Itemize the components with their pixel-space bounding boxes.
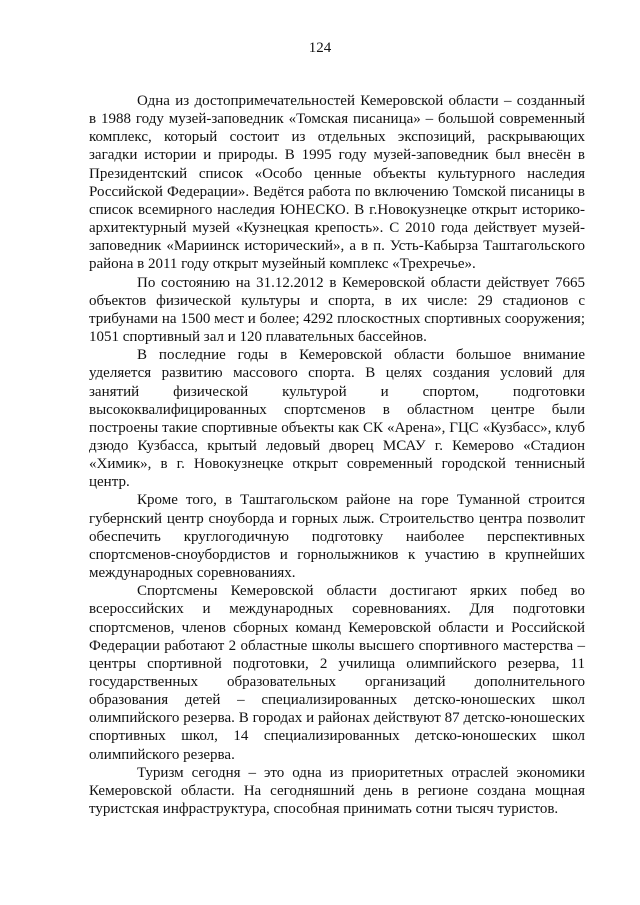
body-text xyxy=(89,92,585,818)
paragraph-tourism: Туризм сегодня – это одна из приоритетных отраслей экономики Кемеровской области. На сегодняшний день в регионе создана мощная туристская инфраструктура, способная принимать сотни тысяч туристов. xyxy=(89,764,585,818)
paragraph-snowboard-center: Кроме того, в Таштагольском районе на горе Туманной строится губернский центр сноуборда и горных лыж. Строительство центра позволит обеспечить круглогодичную подготовку наиболее перспективных спортсменов-сноубордистов и горнолыжников к участию в крупнейших международных соревнованиях. xyxy=(89,492,585,582)
paragraph-mass-sport: В последние годы в Кемеровской области большое внимание уделяется развитию массового спорта. В целях создания условий для занятий физической культурой и спортом, подготовки высококвалифицированных спортсменов в областном центре были построены такие спортивные объекты как СК «Арена», ГЦС «Кузбасс», клуб дзюдо Кузбасса, крытый ледовый дворец МСАУ г. Кемерово «Стадион «Химик», в г. Новокузнецке открыт современный городской теннисный центр. xyxy=(89,347,585,491)
paragraph-sport-facilities: По состоянию на 31.12.2012 в Кемеровской области действует 7665 объектов физической культуры и спорта, в их числе: 29 стадионов с трибунами на 1500 мест и более; 4292 плоскостных спортивных сооружения; 1051 спортивный зал и 120 плавательных бассейнов. xyxy=(89,274,585,346)
page-number: 124 xyxy=(308,40,332,56)
paragraph-museums: Одна из достопримечательностей Кемеровской области – созданный в 1988 году музей-заповедник «Томская писаница» – большой современный комплекс, который состоит из отдельных экспозиций, раскрывающих загадки истории и природы. В 1995 году музей-заповедник был внесён в Президентский список «Особо ценные объекты культурного наследия Российской Федерации». Ведётся работа по включению Томской писаницы в список всемирного наследия ЮНЕСКО. В г.Новокузнецке открыт историко-архитектурный музей «Кузнецкая крепость». С 2010 года действует музей-заповедник «Мариинск исторический», а в п. Усть-Кабырза Таштагольского района в 2011 году открыт музейный комплекс «Трехречье». xyxy=(89,93,585,273)
paragraph-athletes: Спортсмены Кемеровской области достигают ярких побед во всероссийских и международных соревнованиях. Для подготовки спортсменов, членов сборных команд Кемеровской области и Российской Федерации работают 2 областные школы высшего спортивного мастерства – центры спортивной подготовки, 2 училища олимпийского резерва, 11 государственных образовательных организаций дополнительного образования детей – специализированных детско-юношеских школ олимпийского резерва. В городах и районах действуют 87 детско-юношеских спортивных школ, 14 специализированных детско-юношеских школ олимпийского резерва. xyxy=(89,583,585,763)
